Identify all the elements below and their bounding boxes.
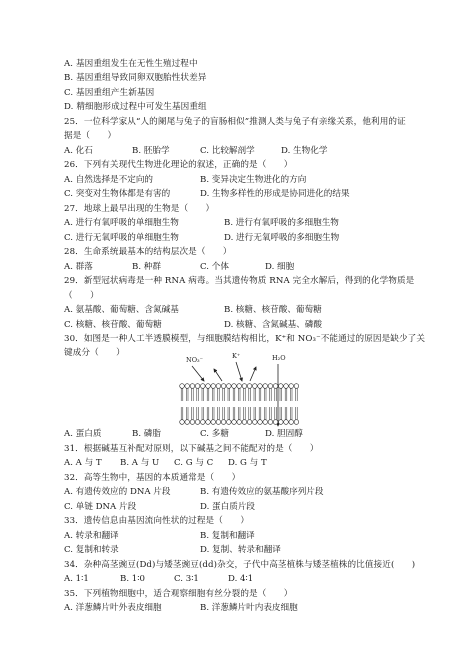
phospholipid-head	[279, 384, 284, 389]
q32-option-d: D. 蛋白质片段	[200, 502, 256, 512]
q34-option-d: D. 4∶1	[228, 574, 254, 584]
phospholipid-tail	[181, 407, 183, 420]
phospholipid-head	[253, 384, 258, 389]
phospholipid-head	[185, 384, 190, 389]
phospholipid-head	[180, 420, 185, 425]
no3-arrow	[192, 366, 204, 381]
q27-option-b: B. 进行有氧呼吸的多细胞生物	[224, 218, 339, 228]
q30-option-c: C. 多糖	[200, 429, 229, 439]
phospholipid-tail	[192, 407, 194, 420]
phospholipid-head	[211, 420, 216, 425]
phospholipid-head	[253, 420, 258, 425]
phospholipid-head	[242, 420, 247, 425]
q33-options-ab	[64, 530, 424, 542]
q30-options	[64, 428, 424, 440]
q26-options-cd	[64, 188, 424, 200]
q30-option-a: A. 蛋白质	[64, 429, 102, 439]
phospholipid-tail	[186, 388, 188, 401]
phospholipid-head	[190, 420, 195, 425]
phospholipid-head	[268, 384, 273, 389]
phospholipid-tail	[275, 407, 277, 420]
q33-option-b: B. 复制和翻译	[200, 531, 255, 541]
q28-option-b: B. 种群	[132, 262, 161, 272]
q31-option-d: D. G 与 T	[228, 458, 267, 468]
phospholipid-tail	[238, 388, 240, 401]
phospholipid-tail	[264, 407, 266, 420]
q29-stem-line1: 29．新型冠状病毒是一种 RNA 病毒。当其遗传物质 RNA 完全水解后，得到的化学物质是	[64, 276, 415, 286]
q32-option-c: C. 单链 DNA 片段	[64, 502, 137, 512]
k-label: K⁺	[232, 352, 241, 360]
phospholipid-tail	[244, 407, 246, 420]
phospholipid-tail	[212, 388, 214, 401]
phospholipid-tail	[218, 407, 220, 420]
q25-stem-line2: 据是（ ）	[64, 131, 117, 141]
phospholipid-tail	[270, 407, 272, 420]
phospholipid-tail	[249, 407, 251, 420]
q34-option-b: B. 1∶0	[120, 574, 145, 584]
phospholipid-tail	[264, 388, 266, 401]
membrane-figure	[176, 348, 306, 434]
q29-stem-line2: （ ）	[64, 291, 99, 301]
phospholipid-tail	[228, 388, 230, 401]
q29-option-d: D. 核糖、含氮碱基、磷酸	[224, 320, 322, 330]
phospholipid-head	[221, 384, 226, 389]
phospholipid-head	[263, 384, 268, 389]
q29-option-b: B. 核糖、核苷酸、葡萄糖	[224, 305, 322, 315]
phospholipid-head	[258, 384, 263, 389]
phospholipid-head	[279, 420, 284, 425]
phospholipid-head	[206, 384, 211, 389]
no3-label: NO₃⁻	[186, 356, 204, 364]
phospholipid-tail	[197, 388, 199, 401]
q29-options-ab	[64, 304, 424, 316]
q24-option-d: D. 精细胞形成过程中可发生基因重组	[64, 102, 207, 112]
q32-option-b: B. 有遗传效应的氨基酸序列片段	[200, 487, 324, 497]
q33-option-c: C. 复制和转录	[64, 545, 119, 555]
phospholipid-tail	[280, 388, 282, 401]
phospholipid-head	[237, 420, 242, 425]
q25-option-d: D. 生物化学	[281, 146, 328, 156]
phospholipid-tail	[280, 407, 282, 420]
q32-stem: 32．高等生物中，基因的本质通常是（ ）	[64, 473, 241, 483]
q24-option-c: C. 基因重组产生新基因	[64, 88, 155, 98]
phospholipid-tail	[296, 388, 298, 401]
q29-option-c: C. 核糖、核苷酸、葡萄糖	[64, 320, 162, 330]
phospholipid-head	[294, 384, 299, 389]
phospholipid-tail	[181, 388, 183, 401]
q29-option-a: A. 氨基酸、葡萄糖、含氮碱基	[64, 305, 179, 315]
phospholipid-head	[227, 384, 232, 389]
phospholipid-tail	[202, 407, 204, 420]
q25-option-a: A. 化石	[64, 146, 93, 156]
phospholipid-head	[216, 384, 221, 389]
phospholipid-head	[268, 420, 273, 425]
phospholipid-tail	[290, 388, 292, 401]
q31-option-c: C. G 与 C	[174, 458, 214, 468]
q30-stem-line2: 键成分（ ）	[64, 348, 125, 358]
q27-options-cd	[64, 232, 424, 244]
q31-stem: 31．根据碱基互补配对原则，以下碱基之间不能配对的是（ ）	[64, 444, 319, 454]
q26-option-a: A. 自然选择是不定向的	[64, 175, 154, 185]
phospholipid-tail	[228, 407, 230, 420]
q26-option-b: B. 变异决定生物进化的方向	[200, 175, 307, 185]
phospholipid-head	[201, 420, 206, 425]
q27-stem: 27．地球上最早出现的生物是（ ）	[64, 204, 215, 214]
phospholipid-tail	[238, 407, 240, 420]
q25-option-b: B. 胚胎学	[132, 146, 170, 156]
phospholipid-head	[289, 420, 294, 425]
h2o-label: H₂O	[272, 354, 286, 362]
phospholipid-tail	[223, 407, 225, 420]
phospholipid-head	[289, 384, 294, 389]
phospholipid-tail	[233, 388, 235, 401]
phospholipid-head	[258, 420, 263, 425]
q34-option-a: A. 1∶1	[64, 574, 89, 584]
q33-stem: 33．遗传信息由基因流向性状的过程是（ ）	[64, 516, 250, 526]
phospholipid-head	[263, 420, 268, 425]
phospholipid-head	[284, 384, 289, 389]
phospholipid-tail	[285, 407, 287, 420]
phospholipid-tail	[207, 388, 209, 401]
q33-option-a: A. 转录和翻译	[64, 531, 119, 541]
phospholipid-head	[190, 384, 195, 389]
phospholipid-tail	[202, 388, 204, 401]
q34-options	[64, 573, 424, 585]
q27-option-a: A. 进行有氧呼吸的单细胞生物	[64, 218, 179, 228]
phospholipid-head	[185, 420, 190, 425]
q34-stem: 34．杂种高茎豌豆(Dd)与矮茎豌豆(dd)杂交，子代中高茎植株与矮茎植株的比值接近( )	[64, 560, 416, 570]
phospholipid-head	[211, 384, 216, 389]
phospholipid-head	[242, 384, 247, 389]
q30-stem-line1: 30．如图是一种人工半透膜模型，与细胞膜结构相比，K⁺和 NO₃⁻不能通过的原因是缺少了关	[64, 334, 426, 344]
phospholipid-head	[180, 384, 185, 389]
phospholipid-tail	[223, 388, 225, 401]
phospholipid-head	[206, 420, 211, 425]
q32-options-cd	[64, 501, 424, 513]
phospholipid-head	[273, 420, 278, 425]
q26-options-ab	[64, 174, 424, 186]
q32-options-ab	[64, 486, 424, 498]
q28-stem: 28．生命系统最基本的结构层次是（ ）	[64, 247, 232, 257]
q24-option-a: A. 基因重组发生在无性生殖过程中	[64, 59, 198, 69]
q26-option-d: D. 生物多样性的形成是协同进化的结果	[200, 189, 350, 199]
q31-options	[64, 457, 424, 469]
q28-option-d: D. 细胞	[265, 262, 295, 272]
phospholipid-head	[195, 420, 200, 425]
q26-option-c: C. 突变对生物体都是有害的	[64, 189, 171, 199]
phospholipid-tail	[233, 407, 235, 420]
q33-option-d: D. 复制、转录和翻译	[200, 545, 281, 555]
q30-option-d: D. 胆固醇	[265, 429, 303, 439]
q33-options-cd	[64, 544, 424, 556]
q27-options-ab	[64, 217, 424, 229]
phospholipid-tail	[270, 388, 272, 401]
phospholipid-head	[247, 420, 252, 425]
q35-option-a: A. 洋葱鳞片叶外表皮细胞	[64, 603, 162, 613]
phospholipid-tail	[218, 388, 220, 401]
q35-stem: 35．下列植物细胞中，适合观察细胞有丝分裂的是（ ）	[64, 589, 293, 599]
phospholipid-head	[232, 384, 237, 389]
phospholipid-tail	[254, 407, 256, 420]
phospholipid-tail	[192, 388, 194, 401]
phospholipid-tail	[290, 407, 292, 420]
phospholipid-tail	[186, 407, 188, 420]
q28-options	[64, 261, 424, 273]
phospholipid-tail	[259, 388, 261, 401]
no3-reflect-arrow	[214, 369, 222, 381]
phospholipid-head	[227, 420, 232, 425]
phospholipid-head	[237, 384, 242, 389]
q27-option-c: C. 进行无氧呼吸的单细胞生物	[64, 233, 179, 243]
phospholipid-tail	[207, 407, 209, 420]
q28-option-c: C. 个体	[200, 262, 229, 272]
k-reflect-arrow	[250, 367, 256, 381]
phospholipid-head	[201, 384, 206, 389]
phospholipid-head	[195, 384, 200, 389]
q35-option-b: B. 洋葱鳞片叶内表皮细胞	[200, 603, 298, 613]
q32-option-a: A. 有遗传效应的 DNA 片段	[64, 487, 171, 497]
phospholipid-head	[284, 420, 289, 425]
phospholipid-tail	[275, 388, 277, 401]
phospholipid-tail	[259, 407, 261, 420]
q35-options-ab	[64, 602, 424, 614]
phospholipid-tail	[285, 388, 287, 401]
q25-option-c: C. 比较解剖学	[200, 146, 255, 156]
q25-stem-line1: 25．一位科学家从“人的阑尾与兔子的盲肠相似”推测人类与兔子有亲缘关系，他利用的证	[64, 117, 406, 127]
q25-options	[64, 145, 424, 157]
q31-option-a: A. A 与 T	[64, 458, 102, 468]
phospholipid-tail	[249, 388, 251, 401]
q28-option-a: A. 群落	[64, 262, 93, 272]
phospholipid-tail	[212, 407, 214, 420]
phospholipid-head	[216, 420, 221, 425]
q26-stem: 26．下列有关现代生物进化理论的叙述，正确的是（ ）	[64, 160, 293, 170]
phospholipid-head	[232, 420, 237, 425]
lipid-bilayer	[180, 384, 299, 425]
phospholipid-head	[247, 384, 252, 389]
k-arrow	[236, 362, 242, 381]
q24-option-b: B. 基因重组导致同卵双胞胎性状差异	[64, 73, 207, 83]
phospholipid-head	[273, 384, 278, 389]
phospholipid-head	[221, 420, 226, 425]
q27-option-d: D. 进行无氧呼吸的多细胞生物	[224, 233, 340, 243]
phospholipid-tail	[244, 388, 246, 401]
q31-option-b: B. A 与 U	[120, 458, 160, 468]
phospholipid-tail	[254, 388, 256, 401]
q30-option-b: B. 磷脂	[132, 429, 161, 439]
phospholipid-tail	[197, 407, 199, 420]
phospholipid-tail	[296, 407, 298, 420]
q29-options-cd	[64, 319, 424, 331]
phospholipid-head	[294, 420, 299, 425]
q34-option-c: C. 3∶1	[174, 574, 199, 584]
